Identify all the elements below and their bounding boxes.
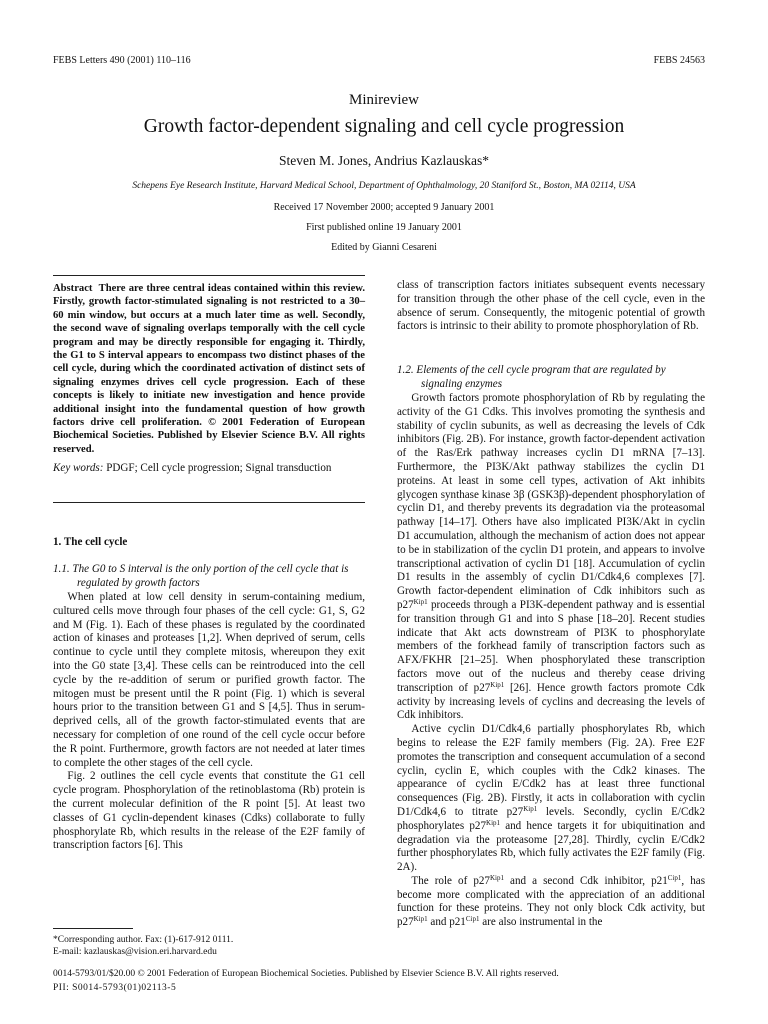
copyright-line: 0014-5793/01/$20.00 © 2001 Federation of European Biochemical Societies. Published by Elsevier Science B.V. All rights reserved. <box>53 969 559 979</box>
paragraph: When plated at low cell density in serum-containing medium, cultured cells move through four phases of the cell cycle: G1, S, G2 and M (Fig. 1). Each of these phases is regulated by the coordinated action of kinases and proteases [1,2]. When deprived of serum, cells continue to cycle until they complete mitosis, whereupon they exit into the G0 state [3,4]. These cells can be reintroduced into the cell cycle by the re-addition of serum or purified growth factor. The mitogen must be present until the R point (Fig. 1) which is several hours prior to the transition between G1 and S [4,5]. Thus in serum-deprived cells, all of the growth factor-stimulated events that are necessary for completion of one round of the cell cycle occur before the R point. Furthermore, growth factors are not needed at later times to complete the other stages of the cell cycle. <box>53 591 365 769</box>
paragraph: Fig. 2 outlines the cell cycle events that constitute the G1 cell cycle program. Phosphorylation of the retinoblastoma (Rb) protein is the current molecular definition of the R point [5]. At least two classes of G1 cyclin-dependent kinases (Cdks) collaborate to fully phosphorylate Rb, which results in the release of the E2F family of transcription factors [6]. This <box>53 770 365 852</box>
subsection-heading: 1.2. Elements of the cell cycle program that are regulated by signaling enzymes <box>397 364 666 390</box>
pii-line: PII: S0014-5793(01)02113-5 <box>53 983 177 993</box>
abstract-bottom-rule <box>53 502 365 503</box>
keywords-text: PDGF; Cell cycle progression; Signal transduction <box>106 462 332 474</box>
article-type: Minireview <box>349 92 419 108</box>
keywords <box>53 462 365 476</box>
paragraph: Active cyclin D1/Cdk4,6 partially phosphorylates Rb, which begins to release the E2F family members (Fig. 2A). Free E2F promotes the transcription and consequent accumulation of a second cyclin, cyclin E, which couples with the Cdk2 kinases. The appearance of cyclin E/Cdk2 has at least three functional consequences (Fig. 2B). Firstly, it acts in collaboration with cyclin D1/Cdk4,6 to titrate $p27^{Kip1}$ levels. Secondly, cyclin E/Cdk2 phosphorylates $p27^{Kip1}$ and hence targets it for ubiquitination and degradation via the proteasome [27,28]. Thirdly, cyclin E/Cdk2 further phosphorylates Rb, which fully activates the E2F family (Fig. 2A). <box>397 723 706 874</box>
corresponding-author-note: *Corresponding author. Fax: (1)-617-912 0111. <box>53 935 234 945</box>
affiliation: Schepens Eye Research Institute, Harvard Medical School, Department of Ophthalmology, 20 Staniford St., Boston, MA 02114, USA <box>132 181 636 191</box>
abstract-top-rule <box>53 275 365 276</box>
section-heading: 1. The cell cycle <box>53 536 128 548</box>
right-column-body <box>397 392 705 930</box>
published-date: First published online 19 January 2001 <box>306 222 462 233</box>
paragraph: class of transcription factors initiates subsequent events necessary for transition through the other phase of the cell cycle, even in the absence of serum. Consequently, the mitogenic potential of growth factors is intrinsic to their ability to promote phosphorylation of Rb. <box>397 279 705 333</box>
subsection-heading: 1.1. The G0 to S interval is the only portion of the cell cycle that is regulated by growth factors <box>53 563 349 589</box>
paragraph: Growth factors promote phosphorylation of Rb by regulating the activity of the G1 Cdks. This involves promoting the synthesis and stability of cyclin subunits, as well as decreasing the levels of Cdk inhibitors (Fig. 2B). For instance, growth factor-dependent activation of the Ras/Erk pathway increases cyclin D1 mRNA [7–13]. Furthermore, the PI3K/Akt pathway stabilizes the cyclin D1 proteins. At least in some cell types, activation of Akt inhibits glycogen synthase kinase 3β (GSK3β)-dependent phosphorylation of cyclin D1, and thereby prevents its degradation via the proteasomal pathway [14–17]. Others have also implicated PI3K/Akt in cyclin D1 accumulation, although the mechanism of action does not appear to be in stabilization of the cyclin D1 protein, and appears to involve transcriptional activation of cyclin D1 [18]. Accumulation of cyclin D1 results in the assembly of cyclin D1/Cdk4,6 complexes [7]. Growth factor-dependent elimination of Cdk inhibitors such as $p27^{Kip1}$ proceeds through a PI3K-dependent pathway and is essential for transition through G1 and into S phase [18–20]. Recent studies indicate that Akt acts downstream of PI3K to phosphorylate members of the forkhead family of transcription factors such as AFX/FKHR [21–25]. When phosphorylated these transcription factors move out of the nucleus and thereby cease driving transcription of $p27^{Kip1}$ [26]. Hence growth factors promote Cdk activity by increasing levels of cyclins and decreasing the levels of Cdk inhibitors. <box>397 392 705 722</box>
left-column-body <box>53 591 365 853</box>
editor: Edited by Gianni Cesareni <box>331 242 437 253</box>
received-date: Received 17 November 2000; accepted 9 January 2001 <box>273 202 495 213</box>
article-code: FEBS 24563 <box>653 55 705 66</box>
abstract-text: There are three central ideas contained within this review. Firstly, growth factor-stimulated signaling is not restricted to a 30–60 min window, but occurs at a much later time as well. Secondly, the second wave of signaling overlaps temporally with the cell cycle program and may be directly responsible for engaging it. Thirdly, the G1 to S interval appears to encompass two distinct phases of the cell cycle, during which the coordinated activation of distinct sets of signaling enzymes drives cell cycle progression. Each of these concepts is likely to initiate new investigation and hence provide additional insight into the fundamental question of how growth factors drive cell proliferation. © 2001 Federation of European Biochemical Societies. Published by Elsevier Science B.V. All rights reserved. <box>53 283 365 455</box>
journal-citation: FEBS Letters 490 (2001) 110–116 <box>53 55 191 66</box>
right-column-intro <box>397 279 705 334</box>
authors: Steven M. Jones, Andrius Kazlauskas* <box>279 153 489 168</box>
article-title: Growth factor-dependent signaling and cell cycle progression <box>143 116 625 137</box>
keywords-label: Key words: <box>53 462 104 474</box>
paragraph: The role of $p27^{Kip1}$ and a second Cdk inhibitor, $p21^{Cip1}$, has become more complicated with the appreciation of an additional function for these proteins. They not only block Cdk activity, but $p27^{Kip1}$ and $p21^{Cip1}$ are also instrumental in the <box>397 873 706 929</box>
abstract-label: Abstract <box>53 283 93 294</box>
footnote-rule <box>53 928 133 929</box>
abstract <box>53 282 365 456</box>
email-note: E-mail: kazlauskas@vision.eri.harvard.edu <box>53 947 217 957</box>
